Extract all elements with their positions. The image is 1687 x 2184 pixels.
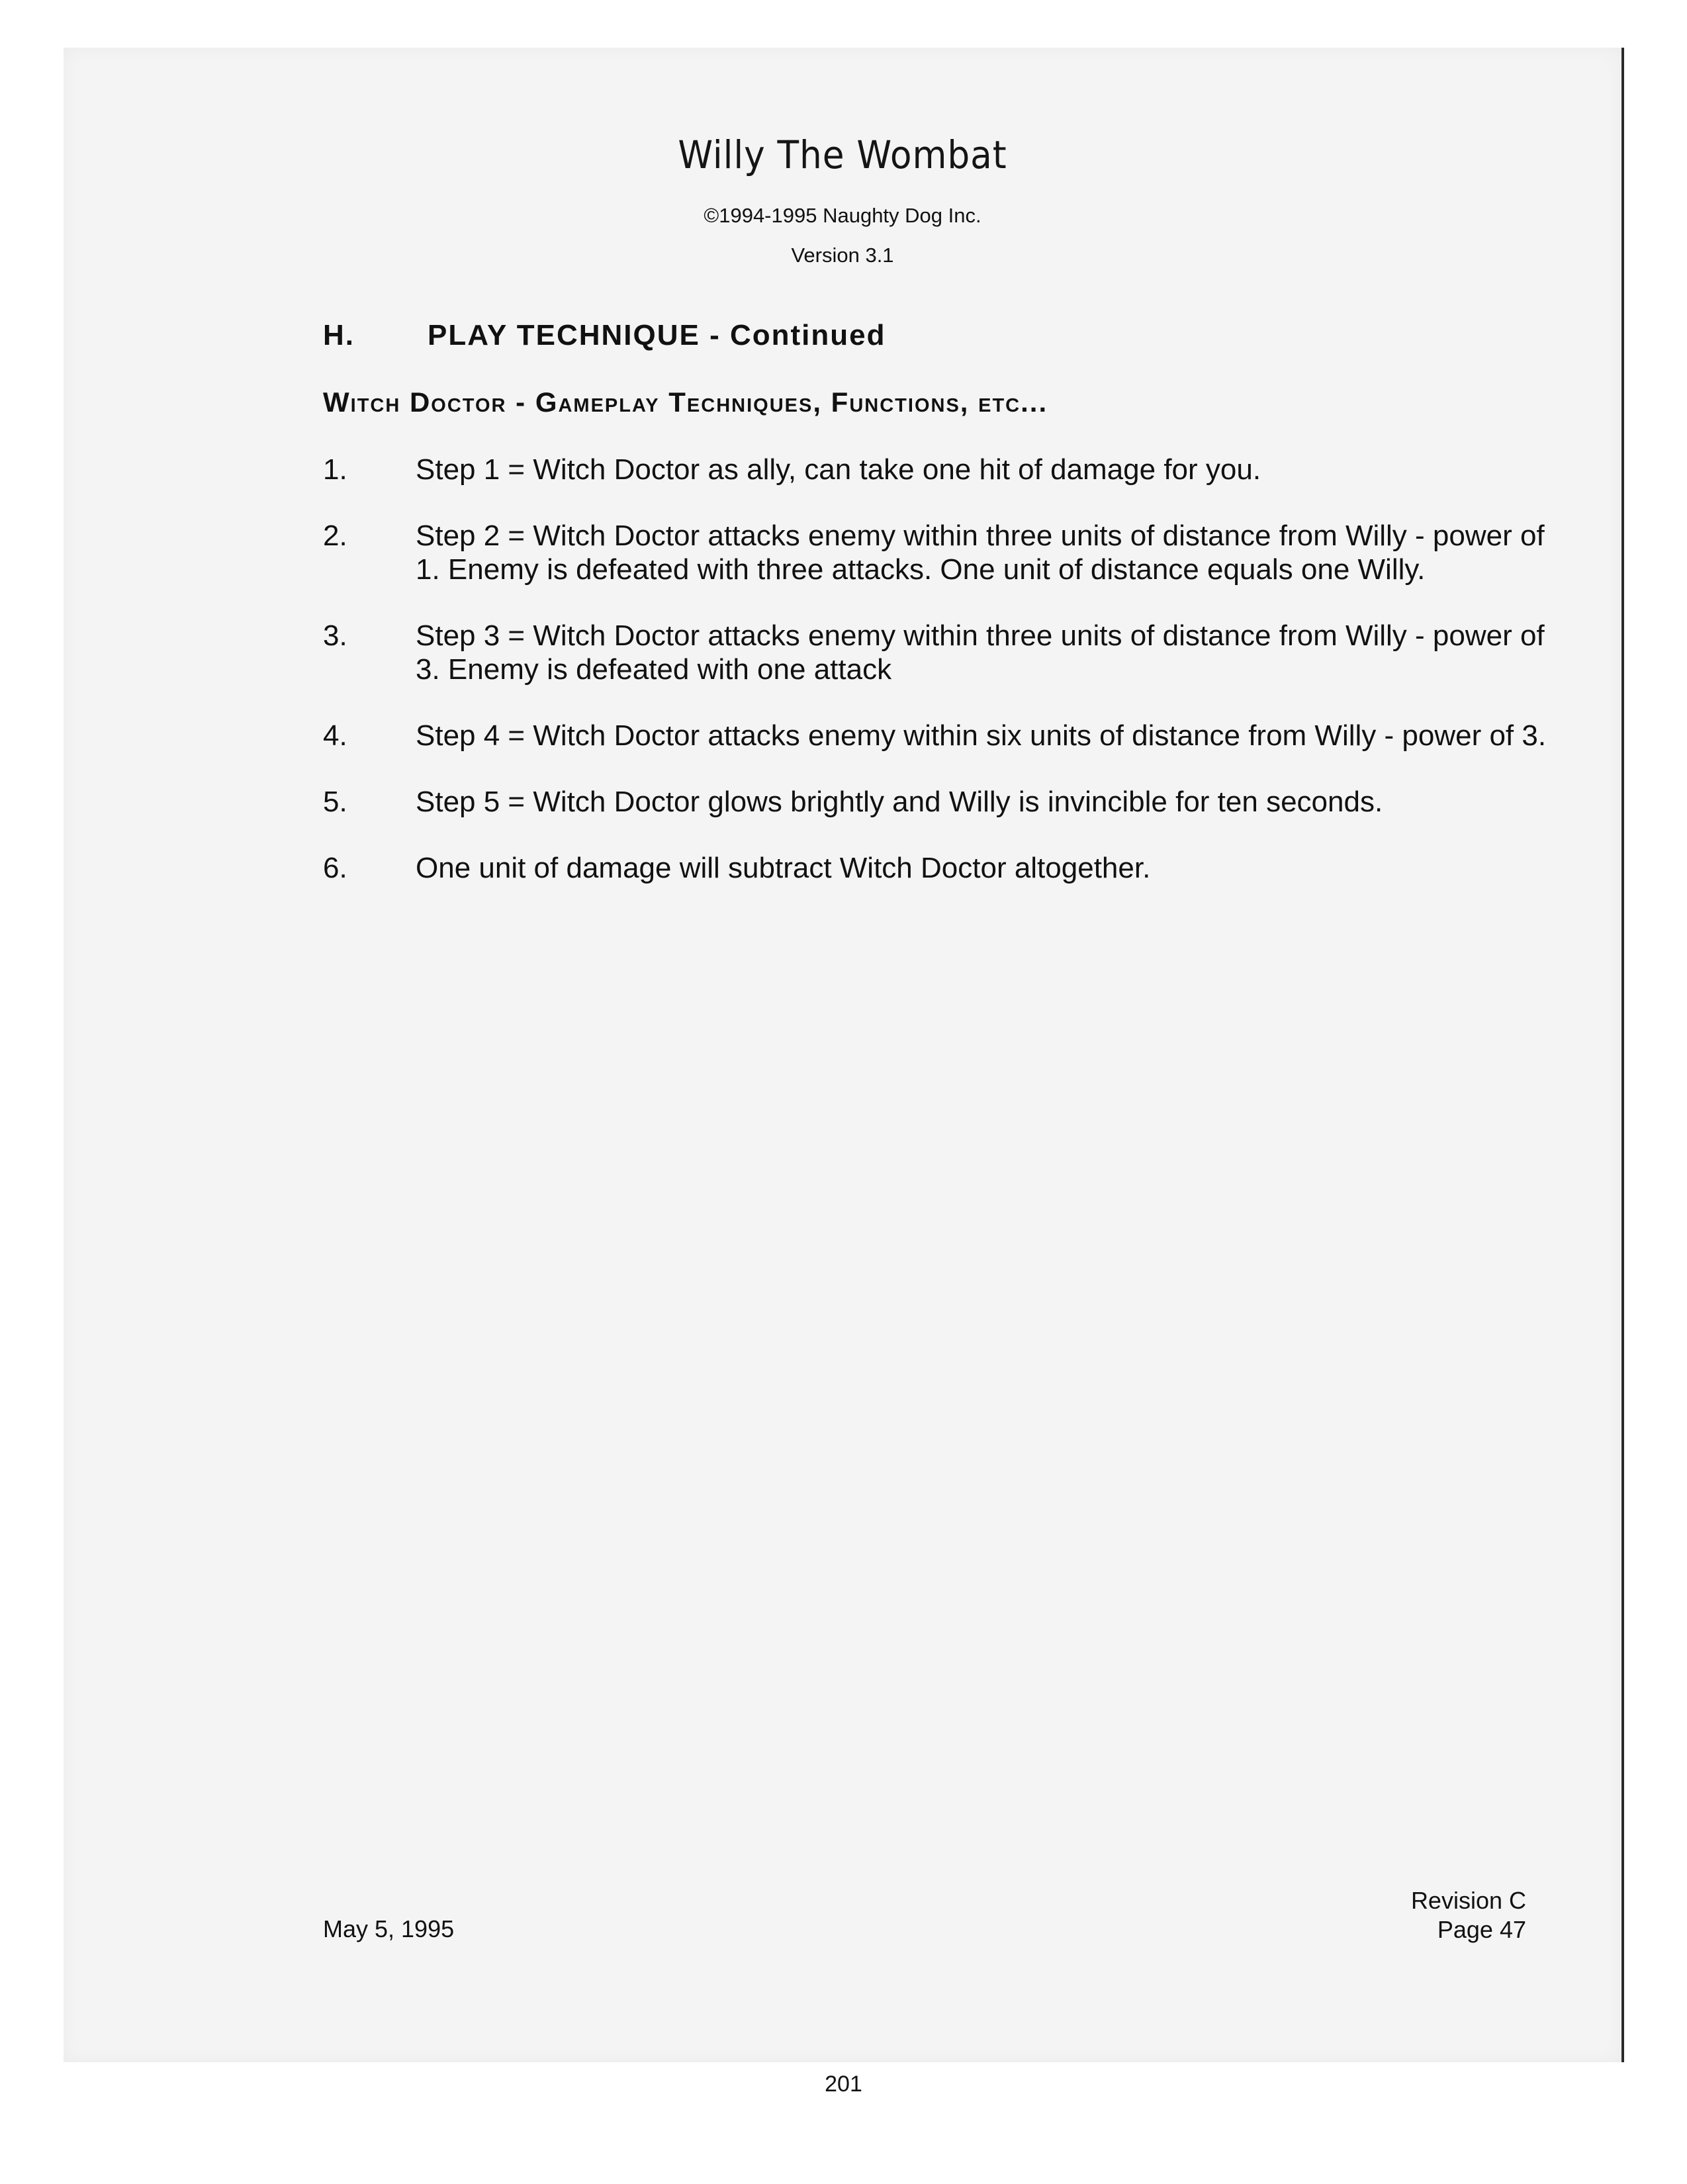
copyright-line: ©1994-1995 Naughty Dog Inc. — [704, 204, 981, 227]
list-item-text: Step 5 = Witch Doctor glows brightly and Willy is invincible for ten seconds. — [416, 786, 1383, 818]
list-item-text: Step 3 = Witch Doctor attacks enemy within three units of distance from Willy - power of 3. Enemy is defeated with one attack — [416, 619, 1545, 686]
list-item — [323, 453, 1561, 486]
list-item-text: Step 1 = Witch Doctor as ally, can take one hit of damage for you. — [416, 453, 1261, 486]
version-line: Version 3.1 — [791, 244, 894, 267]
list-item — [323, 619, 1561, 686]
list-item-text: One unit of damage will subtract Witch Doctor altogether. — [416, 852, 1151, 884]
list-item — [323, 785, 1561, 819]
footer-page: Page 47 — [1437, 1916, 1526, 1943]
list-item-number: 1. — [323, 453, 347, 486]
list-item-text: Step 4 = Witch Doctor attacks enemy within six units of distance from Willy - power of 3. — [416, 719, 1547, 752]
list-item — [323, 519, 1561, 586]
list-item-number: 4. — [323, 719, 347, 752]
footer-revision: Revision C — [1410, 1887, 1526, 1914]
footer-revision-block — [1411, 1886, 1526, 1944]
numbered-list — [323, 453, 1561, 917]
list-item-number: 6. — [323, 852, 347, 884]
list-item — [323, 851, 1561, 885]
footer-date: May 5, 1995 — [323, 1915, 455, 1942]
list-item-number: 5. — [323, 786, 347, 818]
section-title: PLAY TECHNIQUE - Continued — [428, 319, 886, 351]
game-title: Willy The Wombat — [678, 132, 1007, 177]
section-heading — [323, 319, 886, 352]
list-item-number: 3. — [323, 619, 347, 652]
list-item-text: Step 2 = Witch Doctor attacks enemy within three units of distance from Willy - power of 1. Enemy is defeated with three attacks. One unit of distance equals one Willy. — [416, 520, 1545, 586]
scan-page-number: 201 — [825, 2071, 862, 2097]
subsection-heading: Witch Doctor - Gameplay Techniques, Functions, etc... — [323, 387, 1048, 418]
list-item-number: 2. — [323, 520, 347, 552]
list-item — [323, 719, 1561, 752]
document-page — [64, 48, 1624, 2062]
section-letter: H. — [323, 319, 355, 351]
